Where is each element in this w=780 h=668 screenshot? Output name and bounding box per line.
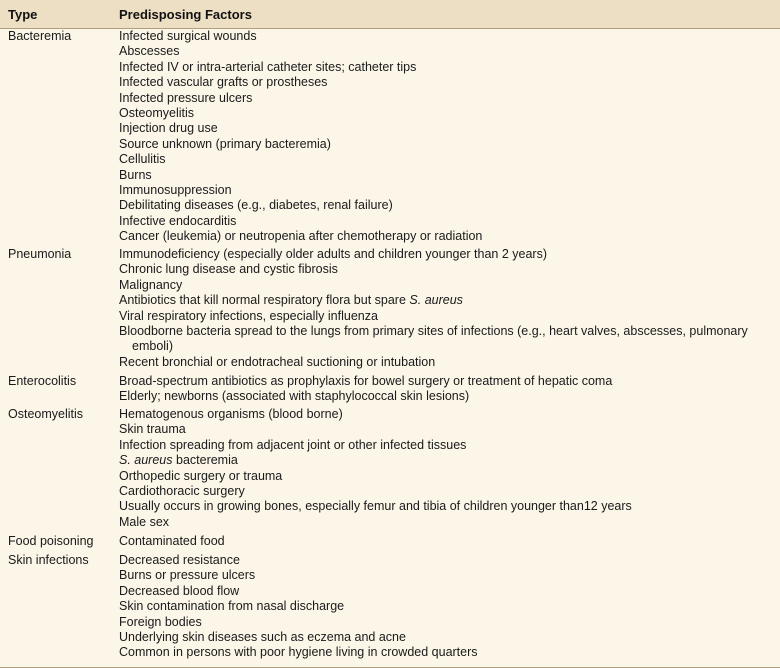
factor-item: Infected surgical wounds: [119, 29, 257, 43]
factor-item: Burns or pressure ulcers: [119, 568, 256, 583]
factor-item: Contaminated food: [119, 534, 225, 548]
factor-item: Infected vascular grafts or prostheses: [119, 75, 328, 90]
factor-item: Decreased blood flow: [119, 583, 240, 598]
factor-item: Antibiotics that kill normal respiratory flora but spare S. aureus: [119, 293, 463, 308]
factor-item: Hematogenous organisms (blood borne): [119, 407, 343, 421]
factor-item: Immunosuppression: [119, 183, 232, 198]
factor-item: Cancer (leukemia) or neutropenia after chemotherapy or radiation: [119, 229, 483, 244]
factor-list: [119, 534, 779, 549]
factor-list: [119, 553, 779, 661]
factor-item: Decreased resistance: [119, 553, 240, 567]
factor-list: [119, 247, 779, 370]
factor-item: Malignancy: [119, 277, 183, 292]
factor-list: [119, 29, 779, 245]
header-type: Type: [8, 7, 38, 22]
factor-item: Underlying skin diseases such as eczema and acne: [119, 630, 406, 645]
type-cell: Skin infections: [8, 553, 89, 567]
factor-item: Infected pressure ulcers: [119, 90, 253, 105]
factor-item: Osteomyelitis: [119, 106, 195, 121]
header-predisposing-factors: Predisposing Factors: [119, 7, 252, 22]
factor-item: Immunodeficiency (especially older adults and children younger than 2 years): [119, 247, 548, 261]
factor-item: Common in persons with poor hygiene living in crowded quarters: [119, 645, 478, 660]
factor-item: Injection drug use: [119, 121, 218, 136]
factor-item: Infected IV or intra-arterial catheter sites; catheter tips: [119, 59, 417, 74]
factor-item: Elderly; newborns (associated with staphylococcal skin lesions): [119, 389, 470, 404]
factor-item: Chronic lung disease and cystic fibrosis: [119, 262, 338, 277]
type-cell: Osteomyelitis: [8, 407, 84, 421]
factor-item: Skin trauma: [119, 422, 186, 437]
factor-item: Source unknown (primary bacteremia): [119, 136, 331, 151]
type-cell: Food poisoning: [8, 534, 94, 548]
factor-list: [119, 407, 779, 530]
factor-item: Infection spreading from adjacent joint or other infected tissues: [119, 437, 467, 452]
factor-item: Cellulitis: [119, 152, 166, 167]
factor-item: Skin contamination from nasal discharge: [119, 599, 345, 614]
factor-item: Viral respiratory infections, especially influenza: [119, 308, 378, 323]
factor-item: Recent bronchial or endotracheal suctioning or intubation: [119, 354, 436, 369]
factor-list: [119, 374, 779, 405]
factor-item: Usually occurs in growing bones, especially femur and tibia of children younger than12 years: [119, 499, 632, 514]
factor-item: Foreign bodies: [119, 614, 202, 629]
factor-item: S. aureus bacteremia: [119, 453, 238, 468]
factor-item: Infective endocarditis: [119, 213, 237, 228]
type-cell: Enterocolitis: [8, 374, 77, 388]
factor-item: Abscesses: [119, 44, 180, 59]
factor-item: Burns: [119, 167, 152, 182]
factor-item: Debilitating diseases (e.g., diabetes, renal failure): [119, 198, 393, 213]
factor-item: Broad-spectrum antibiotics as prophylaxis for bowel surgery or treatment of hepatic coma: [119, 374, 613, 388]
factor-item: Male sex: [119, 514, 170, 529]
table-header-row: [0, 0, 780, 29]
type-cell: Pneumonia: [8, 247, 72, 261]
factor-item: Orthopedic surgery or trauma: [119, 468, 283, 483]
factor-item: Bloodborne bacteria spread to the lungs from primary sites of infections (e.g., heart valves, abscesses, pulmonary emboli): [119, 324, 748, 354]
type-cell: Bacteremia: [8, 29, 72, 43]
factor-item: Cardiothoracic surgery: [119, 484, 245, 499]
